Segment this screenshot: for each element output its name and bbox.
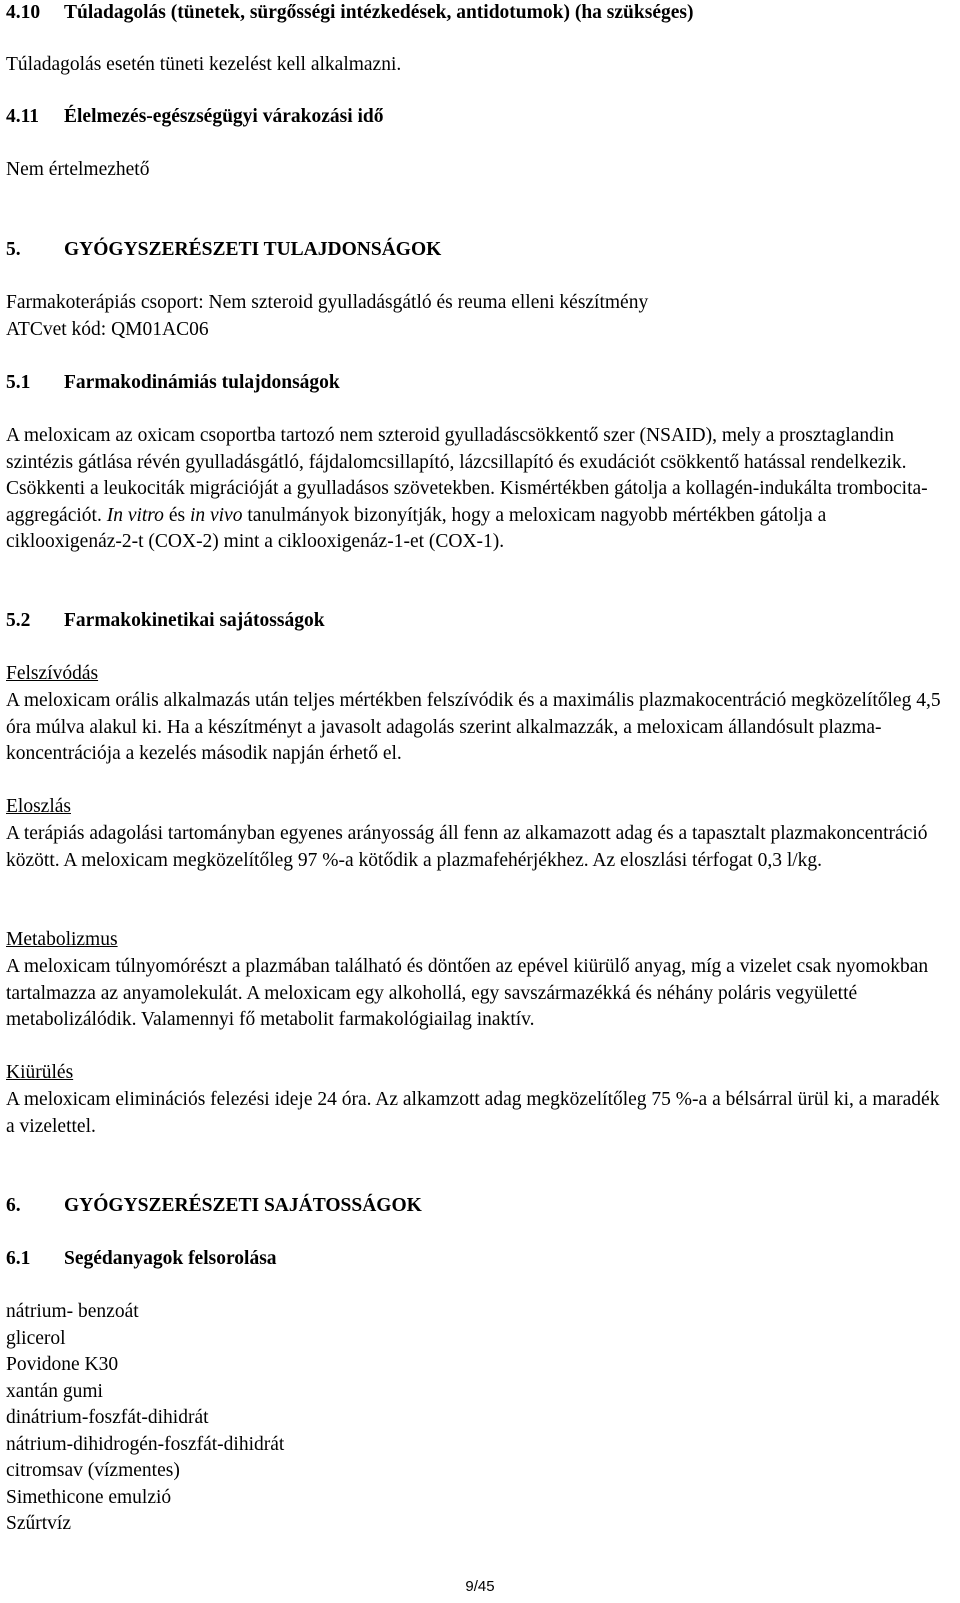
section-number: 4.10 [6,2,41,23]
section-5-2-heading [6,608,946,635]
section-number: 5. [6,239,21,260]
atcvet-code: ATCvet kód: QM01AC06 [6,319,209,340]
section-4-10-heading [6,0,946,27]
section-title: GYÓGYSZERÉSZETI TULAJDONSÁGOK [64,239,442,260]
excipients-list [6,1299,946,1538]
section-title: Farmakokinetikai sajátosságok [64,610,325,631]
distribution-paragraph: A terápiás adagolási tartományban egyenes arányosság áll fenn az alkamazott adag és a tapasztalt plazmakoncentráció között. A meloxicam megközelítőleg 97 %-a kötődik a plazmafehérjékhez. Az eloszlási térfogat 0,3 l/kg. [6,823,928,871]
list-item: dinátrium-foszfát-dihidrát [6,1407,209,1428]
section-5-heading [6,237,946,264]
list-item: Povidone K30 [6,1354,119,1375]
section-number: 5.1 [6,372,31,393]
section-4-11-heading [6,104,946,131]
distribution-heading: Eloszlás [6,796,71,817]
absorption-paragraph: A meloxicam orális alkalmazás után teljes mértékben felszívódik és a maximális plazmakocentráció megközelítőleg 4,5 óra múlva alakul ki. Ha a készítményt a javasolt adagolás szerint alkalmazzák, a meloxicam állandósult plazma-koncentrációja a kezelés második napján érhető el. [6,690,941,764]
section-number: 6. [6,1195,21,1216]
section-5-1-heading [6,370,946,397]
page-number: 9/45 [465,1578,495,1595]
list-item: nátrium- benzoát [6,1301,139,1322]
metabolism-heading: Metabolizmus [6,929,118,950]
section-title: Túladagolás (tünetek, sürgősségi intézkedések, antidotumok) (ha szükséges) [64,2,694,23]
metabolism-paragraph: A meloxicam túlnyomórészt a plazmában található és döntően az epével kiürülő anyag, míg a vizelet csak nyomokban tartalmazza az anyamolekulát. A meloxicam egy alkohollá, egy savszármazékká és néhány poláris vegyületté metabolizálódik. Valamennyi fő metabolit farmakológiailag inaktív. [6,956,929,1030]
absorption-heading: Felszívódás [6,663,99,684]
section-title: Élelmezés-egészségügyi várakozási idő [64,106,384,127]
section-4-10-text: Túladagolás esetén tüneti kezelést kell alkalmazni. [6,54,402,75]
list-item: Simethicone emulzió [6,1486,172,1508]
section-6-heading [6,1193,946,1220]
section-title: Farmakodinámiás tulajdonságok [64,372,340,393]
section-title: GYÓGYSZERÉSZETI SAJÁTOSSÁGOK [64,1195,422,1216]
section-number: 4.11 [6,106,40,127]
section-number: 6.1 [6,1248,31,1269]
section-title: Segédanyagok felsorolása [64,1248,277,1269]
section-number: 5.2 [6,610,31,631]
list-item: glicerol [6,1327,66,1349]
list-item: nátrium-dihidrogén-foszfát-dihidrát [6,1433,285,1455]
list-item: xantán gumi [6,1380,103,1402]
section-4-11-text: Nem értelmezhető [6,159,150,180]
pharmacotherapeutic-group: Farmakoterápiás csoport: Nem szteroid gyulladásgátló és reuma elleni készítmény [6,292,649,313]
list-item: citromsav (vízmentes) [6,1460,180,1481]
excretion-paragraph: A meloxicam eliminációs felezési ideje 24 óra. Az alkamzott adag megközelítőleg 75 %-a a bélsárral ürül ki, a maradék a vizelettel. [6,1089,940,1137]
pharmacodynamics-paragraph: A meloxicam az oxicam csoportba tartozó nem szteroid gyulladáscsökkentő szer (NSAID), mely a prosztaglandin szintézis gátlása révén gyulladásgátló, fájdalomcsillapító, lázcsillapító és exudációt csökkentő hatással rendelkezik. Csökkenti a leukociták migrációját a gyulladásos szövetekben. Kismértékben gátolja a kollagén-indukálta trombocita-aggregációt. In vitro és in vivo tanulmányok bizonyítják, hogy a meloxicam nagyobb mértékben gátolja a ciklooxigenáz-2-t (COX-2) mint a ciklooxigenáz-1-et (COX-1). [6,425,928,552]
list-item: Szűrtvíz [6,1513,71,1534]
excretion-heading: Kiürülés [6,1062,74,1083]
section-6-1-heading [6,1246,946,1273]
